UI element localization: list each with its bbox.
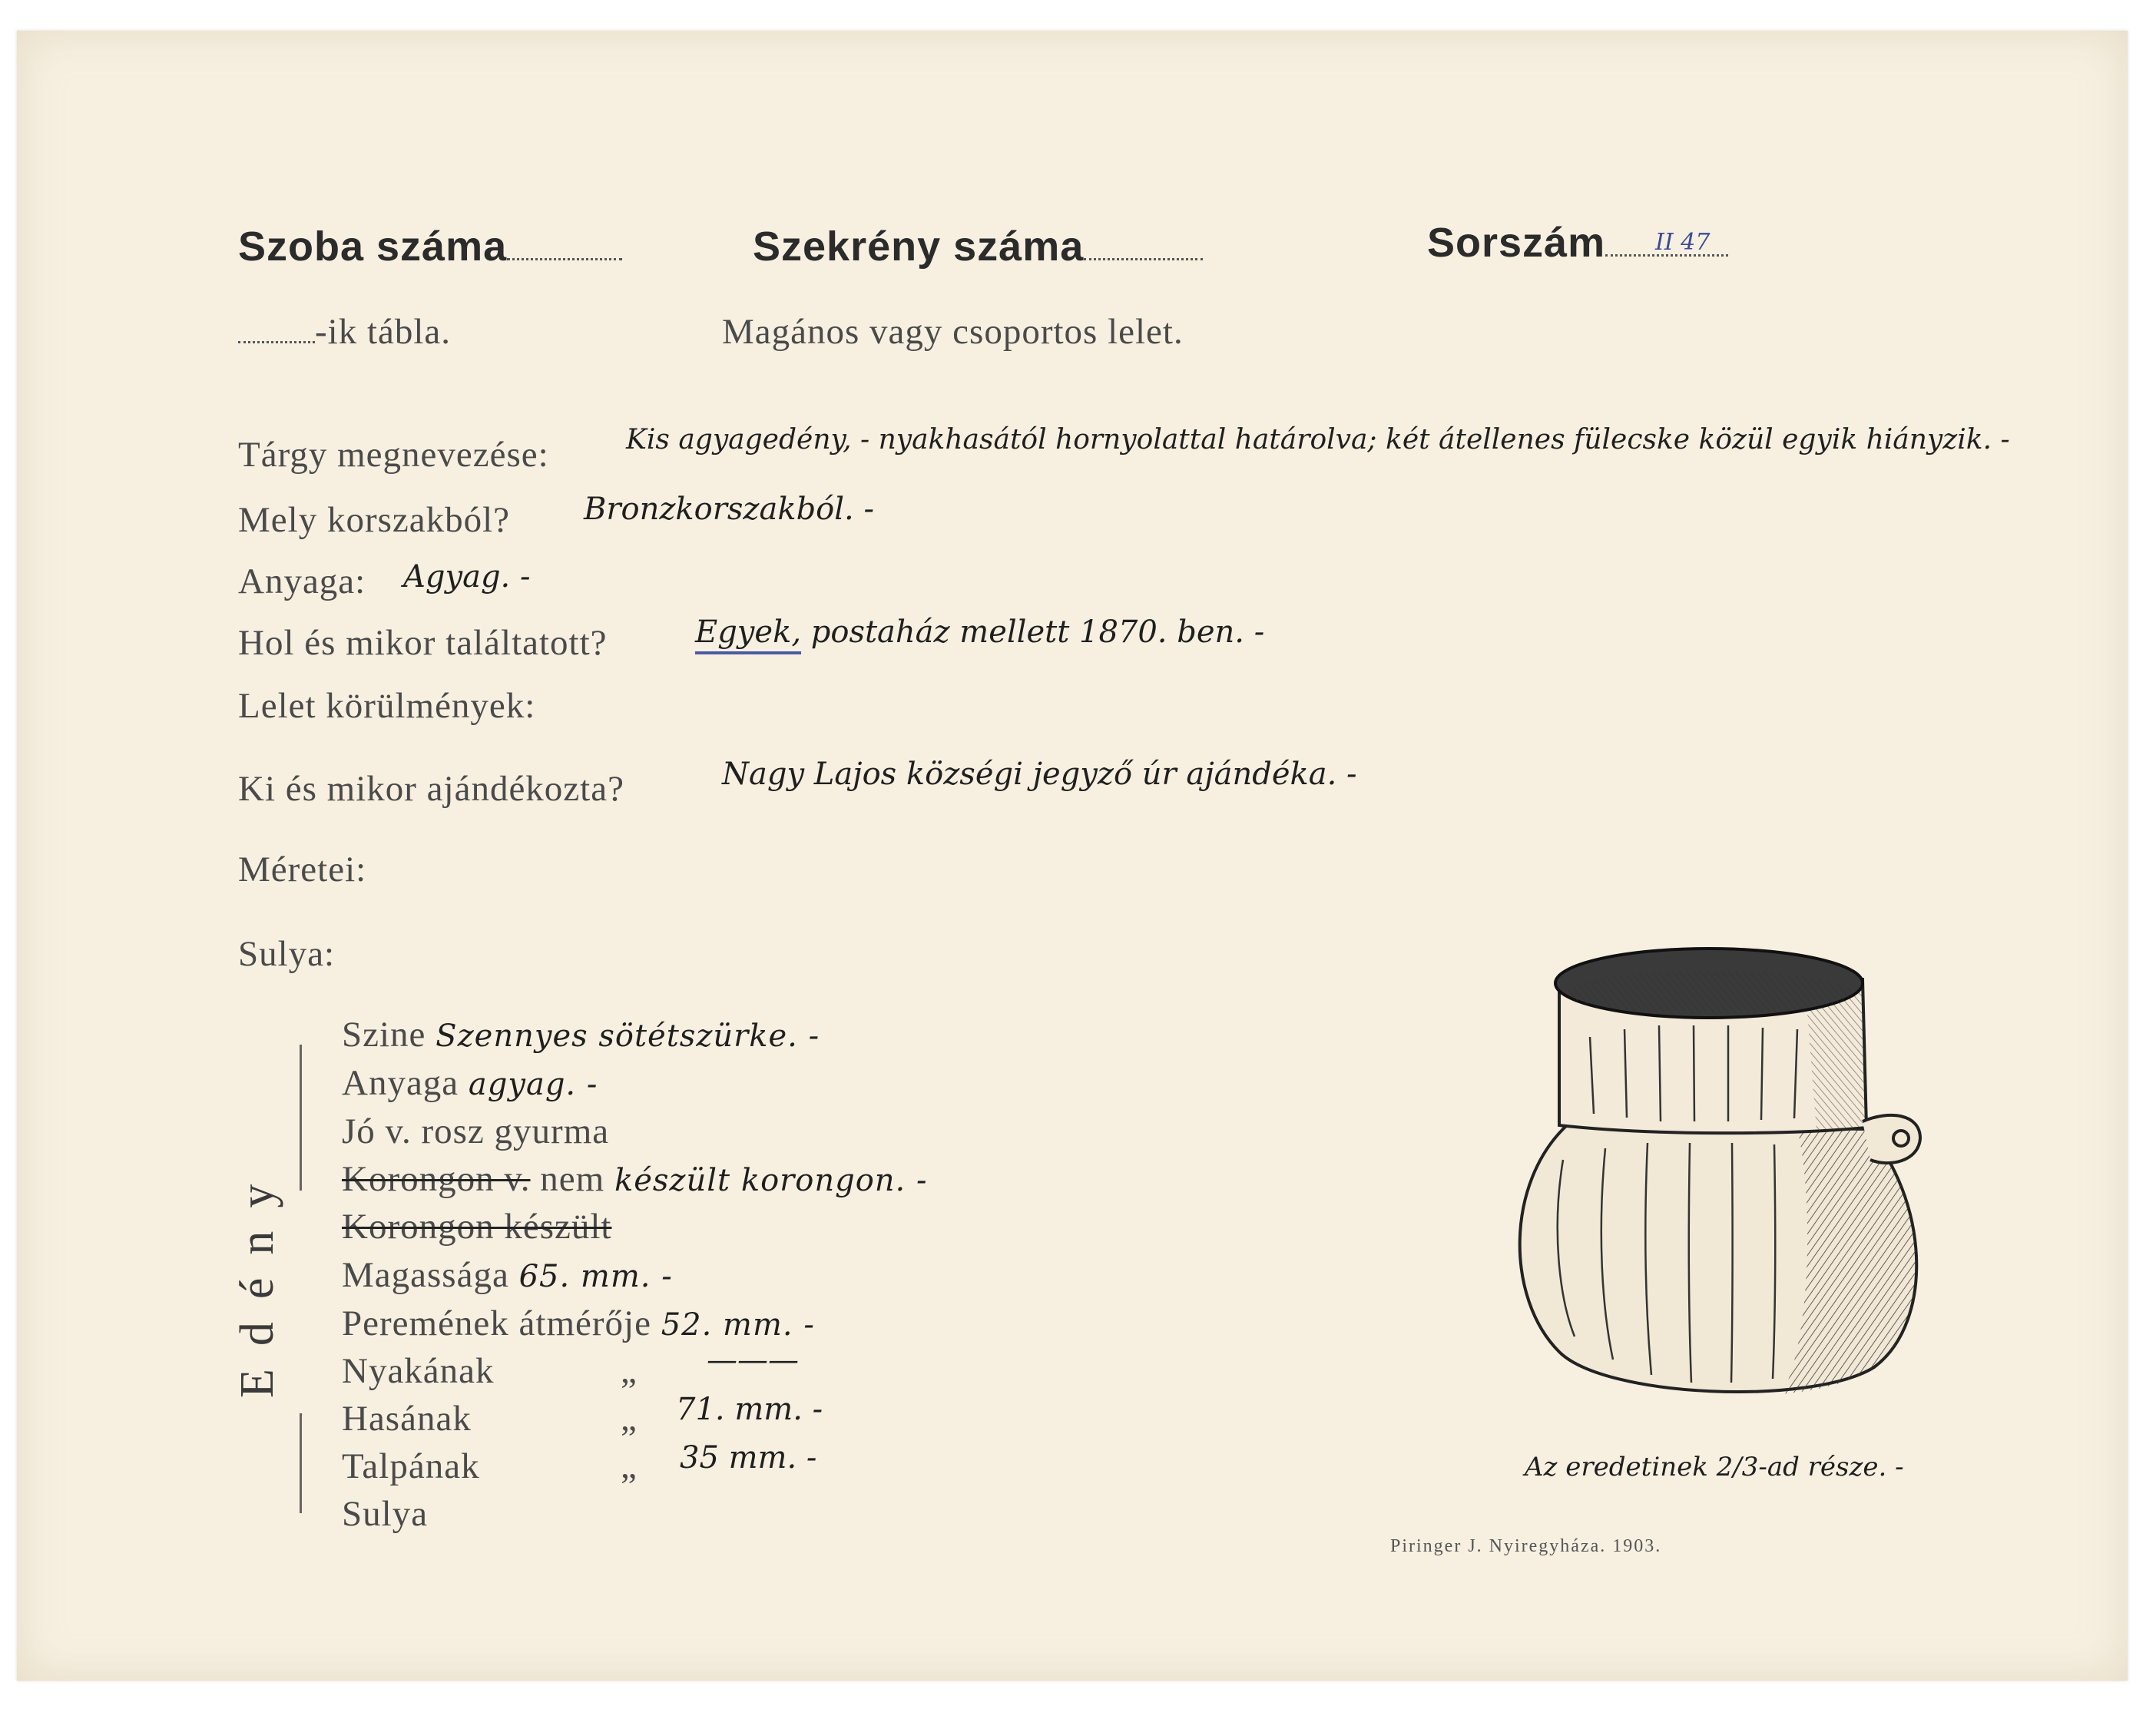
vessel-side-label: Edény: [231, 1161, 283, 1398]
vessel-neck-value: ———: [707, 1343, 799, 1378]
dimensions-label: Méretei:: [238, 850, 367, 889]
vessel-wheel-label: nem: [540, 1159, 605, 1199]
vessel-wheelmade-struck: Korongon készült: [342, 1207, 612, 1247]
vessel-color-value: Szennyes sötétszürke. -: [436, 1019, 820, 1054]
pot-mouth-inner: [1567, 971, 1851, 1014]
table-number-text: -ik tábla.: [315, 312, 452, 352]
vessel-wheel-struck: Korongon v.: [342, 1159, 531, 1199]
cabinet-number-label: [753, 223, 1203, 270]
vessel-material-label: Anyaga: [342, 1063, 459, 1103]
vessel-wheelmade-row: [342, 1206, 611, 1247]
find-type-text: Magános vagy csoportos lelet.: [722, 312, 1184, 352]
vessel-height-value: 65. mm. -: [518, 1259, 673, 1294]
room-number-blank: [507, 255, 622, 260]
vessel-color-row: [342, 1014, 820, 1055]
bracket-top: [300, 1045, 302, 1191]
vessel-wheel-row: [342, 1158, 928, 1200]
vessel-rim-label: Peremének átmérője: [342, 1303, 651, 1343]
table-number: [238, 311, 451, 353]
printer-imprint: Piringer J. Nyiregyháza. 1903.: [1390, 1536, 1662, 1556]
vessel-belly-ditto: „: [621, 1399, 638, 1439]
vessel-belly-row: [342, 1398, 472, 1439]
serial-number-value: II 47: [1655, 229, 1711, 256]
pot-handle: [1863, 1115, 1920, 1163]
found-label: Hol és mikor találtatott?: [238, 623, 608, 663]
vessel-color-label: Szine: [342, 1015, 426, 1055]
vessel-weight-label: Sulya: [342, 1494, 429, 1534]
vessel-rim-value: 52. mm. -: [661, 1307, 815, 1343]
cabinet-number-blank: [1084, 255, 1203, 260]
vessel-belly-label: Hasának: [342, 1399, 472, 1439]
weight-label: Sulya:: [238, 934, 336, 974]
vessel-height-row: [342, 1254, 673, 1296]
cabinet-number-text: Szekrény száma: [753, 224, 1085, 270]
vessel-base-row: [342, 1446, 480, 1487]
material-value: Agyag. -: [403, 559, 531, 595]
found-place: Egyek,: [695, 614, 801, 654]
period-value: Bronzkorszakból. -: [584, 492, 874, 527]
vessel-base-value: 35 mm. -: [680, 1440, 817, 1476]
vessel-neck-label: Nyakának: [342, 1351, 495, 1391]
bracket-bottom: [300, 1413, 302, 1513]
period-label: Mely korszakból?: [238, 500, 511, 540]
vessel-neck-ditto: „: [621, 1351, 638, 1391]
found-value: [695, 614, 1264, 650]
serial-number-text: Sorszám: [1427, 220, 1606, 266]
vessel-kneading-row: [342, 1111, 609, 1152]
vessel-material-value: agyag. -: [468, 1067, 598, 1102]
donor-label: Ki és mikor ajándékozta?: [238, 769, 624, 809]
material-label: Anyaga:: [238, 561, 366, 601]
found-date: postaház mellett 1870. ben. -: [810, 614, 1265, 650]
object-name-label: Tárgy megnevezése:: [238, 435, 549, 475]
room-number-text: Szoba száma: [238, 224, 508, 270]
vessel-kneading-label: Jó v. rosz gyurma: [342, 1111, 610, 1151]
table-number-blank: [238, 338, 315, 343]
vessel-base-ditto: „: [621, 1446, 638, 1486]
object-name-value: Kis agyagedény, - nyakhasától hornyolattal határolva; két átellenes fülecske közül egyik hiányzik. -: [626, 424, 2010, 455]
vessel-material-row: [342, 1062, 598, 1104]
vessel-neck-row: [342, 1350, 495, 1392]
room-number-label: [238, 223, 622, 270]
vessel-belly-value: 71. mm. -: [676, 1392, 823, 1427]
donor-value: Nagy Lajos községi jegyző úr ajándéka. -: [722, 757, 1357, 792]
vessel-rim-row: [342, 1303, 815, 1344]
vessel-height-label: Magassága: [342, 1255, 509, 1295]
vessel-weight-row: [342, 1493, 428, 1535]
vessel-drawing: [1475, 937, 1997, 1429]
vessel-wheel-value: készült korongon. -: [614, 1163, 928, 1198]
drawing-caption: Az eredetinek 2/3-ad része. -: [1525, 1452, 1904, 1482]
circumstances-label: Lelet körülmények:: [238, 686, 536, 726]
vessel-base-label: Talpának: [342, 1446, 480, 1486]
